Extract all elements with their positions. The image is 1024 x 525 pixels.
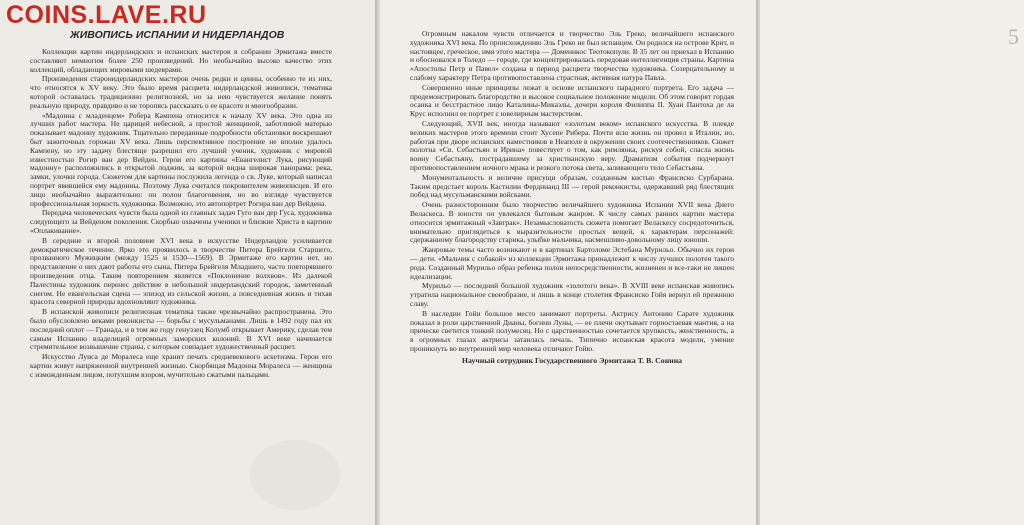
paragraph: «Мадонна с младенцем» Робера Кампена относится к началу XV века. Это одна из лучших работ мастера. Не царицей небесной, а простой женщиной, заботливой матерью показывает мадонну художник. Тщательно переданные подробности обстановки воскрешают быт зажиточных горожан XV века. Лишь перспективное построение не вполне удалось Кампену, но эту задачу блестяще разрешил его лучший ученик, художник с мировой известностью Рогир ван дер Вейден. Герои его картины «Евангелист Лука, рисующий мадонну» расположились в открытой лоджии, за которой видна широкая панорама: река, замки, улочки города. Сюжетом для картины послужила легенда о св. Луке, который написал портрет явившейся ему мадонны. Поэтому Лука считался покровителем живописцев. И его лицо необычайно выразительно: он полон благоговения, но во взгляде чувствуется профессиональная зоркость художника. Возможно, это автопортрет Рогира ван дер Вейдена. <box>30 110 332 208</box>
paragraph: В наследии Гойи большое место занимают портреты. Актрису Антонию Сарате художник показал в роли царственной Дианы, богини Луны, — ее плечи окутывает горностаевая мантия, а на прическе светится тонкий полумесяц. Но с царственностью сочетается хрупкость, женственность, а в огромных глазах актрисы затаилась печаль. Типично испанская красота модели, умение проникнуть во внутренний мир человека отличают Гойю. <box>410 308 734 353</box>
page-number: 5 <box>1008 24 1019 49</box>
text-column-2 <box>410 30 734 518</box>
paragraph: Совершенно иные принципы лежат в основе испанского парадного портрета. Его задача — продемонстрировать благородство и высокое социальное положение модели. Об этом говорят гордая осанка и бесстрастное лицо Каталины-Микаэлы, дочери короля Филиппа II. Хуан Пантоха де ла Крус исполнил ее портрет с ювелирным мастерством. <box>410 82 734 119</box>
paragraph: Жанровые темы часто возникают и в картинах Бартоломе Эстебана Мурильо. Обычно их герои — дети. «Мальчик с собакой» из коллекции Эрмитажа принадлежит к числу лучших полотен такого рода. Созданный Мурильо образ ребенка полон непосредственности, жизненен и все-таки не лишен идеализации. <box>410 245 734 281</box>
paragraph: Коллекции картин нидерландских и испанских мастеров в собрании Эрмитажа вместе составляют немногим более 250 произведений. Но необычайно высоко качество этих коллекций, обладающих мировыми шедеврами. <box>30 48 332 74</box>
paragraph: Монументальность и величие присущи образам, созданным кистью Франсиско Сурбарана. Таким предстает король Кастилии Фердинанд III — герой реконкисты, одержавший ряд блестящих побед над мусульманскими войсками. <box>410 172 734 200</box>
page-title: ЖИВОПИСЬ ИСПАНИИ И НИДЕРЛАНДОВ <box>70 29 285 41</box>
paragraph: В испанской живописи религиозная тематика также чрезвычайно распространена. Это было обусловлено веками реконкисты — борьбы с мусульманами. Лишь в 1492 году пал их последний оплот — Гранада, и в том же году генуэзец Колумб открывает Америку, сделав тем самым Испанию владелицей огромных заморских колоний. В XVI веке начинается стремительное возвышение страны, с которым совпадает художественный расцвет. <box>30 307 332 352</box>
left-panel <box>0 0 375 525</box>
right-panel <box>760 0 1024 525</box>
paragraph: Произведения старонидерландских мастеров очень редки и ценны, особенно те из них, что относятся к XV веку. Это было время расцвета нидерландской живописи, тематика которой оставалась традиционно религиозной, но за нею чувствуется желание понять реальную природу, правдиво и не торопясь рассказать о ее красоте и многообразии. <box>30 74 332 110</box>
paragraph: Огромным накалом чувств отличается и творчество Эль Греко, величайшего испанского художника XVI века. По происхождению Эль Греко не был испанцем. Он родился на острове Крит, и настоящее, греческое, имя этого мастера — Доменикос Теотокопули. В 35 лет он приехал в Испанию и обосновался в Толедо — городе, где концентрировалась передовая интеллигенция страны. Картина «Апостолы Петр и Павел» создана в период расцвета творчества художника. Созерцательному и слабому характеру Петра противопоставлена страстная, активная натура Павла. <box>410 30 734 82</box>
paragraph: Очень разносторонним было творчество величайшего художника Испании XVII века Диего Веласкеса. В юности он увлекался бытовым жанром. К числу самых ранних картин мастера относится эрмитажный «Завтрак». Незамысловатость сюжета помогает Веласкесу сосредоточиться, внимательно приглядеться к выразительности простых вещей, к характерам персонажей: сдержанному благородству старика, улыбке мальчика, насмешливо-довольному лицу юноши. <box>410 200 734 245</box>
paragraph: В середине и второй половине XVI века в искусстве Нидерландов усиливается демократическое течение. Ярко это проявилось в творчестве Питера Брейгеля Старшего, прозванного Мужицким (между 1525 и 1530—1569). В Эрмитаже его картин нет, но представление о них дают работы его сына, Питера Брейгеля Младшего, часто повторявшего произведения отца. Таким повторением является «Поклонение волхвов». Из далекой Палестины художник перенес действие в небольшой нидерландский городок, заметенный снегом. Не евангельская сцена — эпизод из сельской жизни, а повседневная жизнь и тихая красота северной природы вдохновляют художника. <box>30 235 332 307</box>
site-watermark: COINS.LAVE.RU <box>6 1 207 29</box>
middle-panel <box>380 0 756 525</box>
paragraph: Искусство Луиса де Моралеса еще хранит печать средневекового аскетизма. Герои его картин живут напряженной внутренней жизнью. Скорбящая Мадонна Моралеса — женщина с изможденным лицом, потухшим взором, мучительно сжатыми пальцами. <box>30 352 332 379</box>
paragraph: Мурильо — последний большой художник «золотого века». В XVIII веке испанская живопись утратила национальное своеобразие, и лишь в конце столетия Франсиско Гойя вернул ей прежнюю славу. <box>410 281 734 308</box>
paragraph: Следующий, XVII век, иногда называют «золотым веком» испанского искусства. В плеяде великих мастеров этого времени стоит Хусепе Рибера. Почти всю жизнь он провел в Италии, но, работая при дворе испанских наместников в Неаполе в окружении своих соотечественников. Сюжет полотна «Св. Себастьян и Ирина» повествует о том, как римлянка, рискуя собой, спасла жизнь воину Себастьяну, пострадавшему за христианскую веру. Драматизм события подчеркнут противопоставлением ночного мрака и резкого потока света, заливающего тело Себастьяна. <box>410 118 734 172</box>
paper-stain <box>250 440 340 510</box>
paragraph: Передача человеческих чувств была одной из главных задач Гуго ван дер Гуса, художника следующего за Вейденом поколения. Скорбью охвачены ученики и близкие Христа в картине «Оплакивание». <box>30 208 332 235</box>
author-signature: Научный сотрудник Государственного Эрмитажа Т. В. Сонина <box>461 355 683 365</box>
